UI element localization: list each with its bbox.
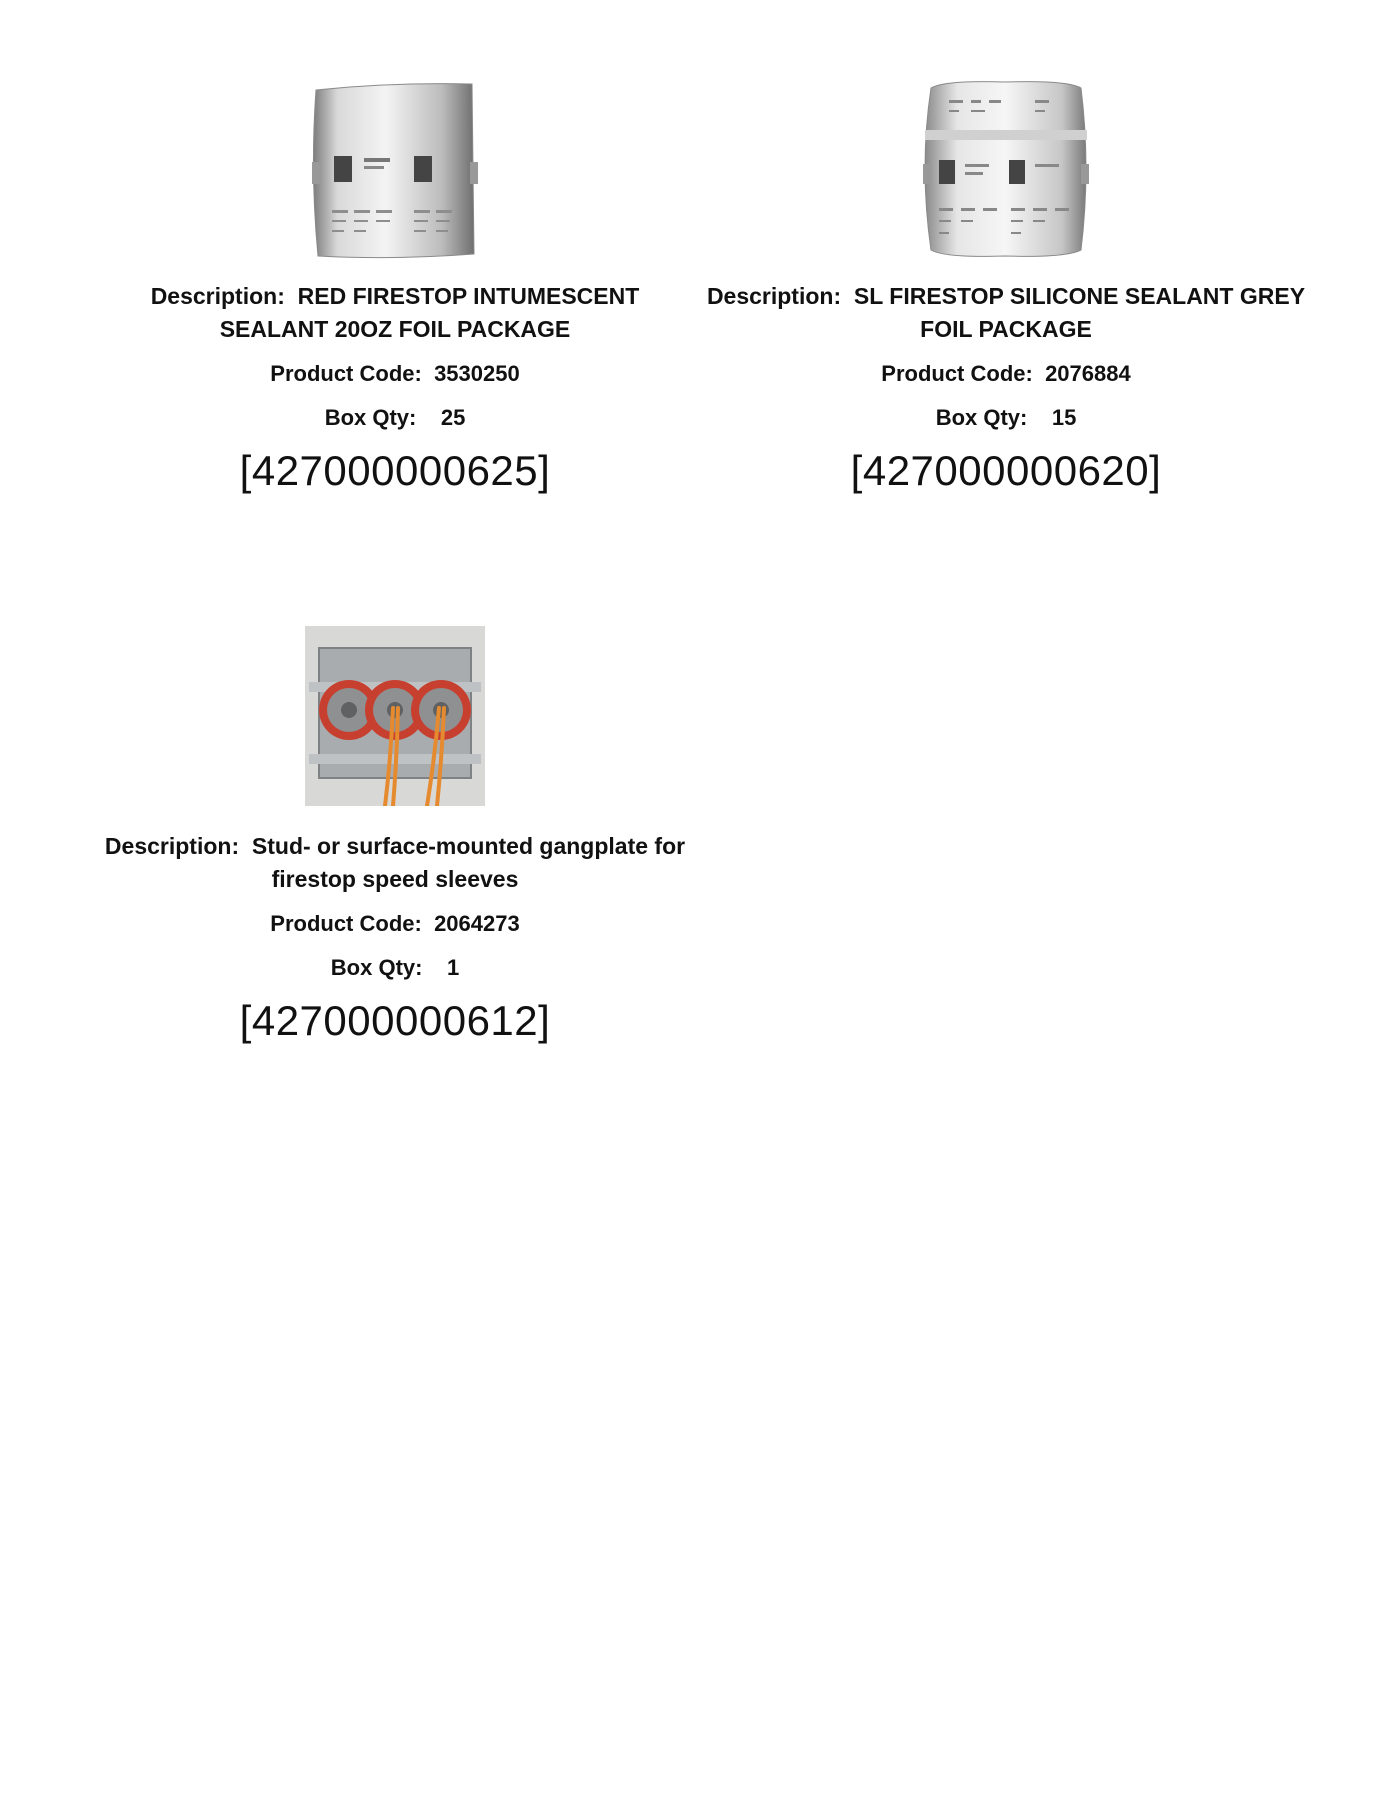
barcode-number: [427000000625]	[239, 447, 551, 494]
product-code-line	[95, 360, 695, 388]
product-card	[95, 78, 695, 496]
product-code-line	[706, 360, 1306, 388]
product-description	[95, 830, 695, 896]
description-value: SL FIRESTOP SILICONE SEALANT GREY FOIL PACKAGE	[853, 283, 1306, 342]
box-qty-line	[95, 404, 695, 432]
description-label: Description:	[706, 283, 842, 309]
box-qty-label: Box Qty:	[330, 955, 423, 980]
product-code-line	[95, 910, 695, 938]
box-qty-value: 15	[1051, 405, 1077, 430]
gangplate-image	[305, 626, 485, 806]
foil-package-image	[304, 78, 486, 260]
product-code-value: 3530250	[434, 361, 520, 386]
product-card	[706, 78, 1306, 496]
description-label: Description:	[104, 833, 240, 859]
product-code-label: Product Code:	[881, 361, 1033, 386]
product-description	[706, 280, 1306, 346]
box-qty-line	[95, 954, 695, 982]
box-qty-value: 1	[446, 955, 460, 980]
product-code-value: 2076884	[1045, 361, 1131, 386]
product-description	[95, 280, 695, 346]
foil-package-image	[915, 78, 1097, 260]
product-code-value: 2064273	[434, 911, 520, 936]
barcode-number: [427000000612]	[239, 997, 551, 1044]
product-card	[95, 626, 695, 1046]
description-label: Description:	[150, 283, 285, 309]
product-code-label: Product Code:	[270, 361, 422, 386]
description-value: RED FIRESTOP INTUMESCENT SEALANT 20OZ FOIL PACKAGE	[219, 283, 640, 342]
barcode-number: [427000000620]	[850, 447, 1162, 494]
box-qty-value: 25	[440, 405, 466, 430]
description-value: Stud- or surface-mounted gangplate for firestop speed sleeves	[251, 833, 686, 892]
box-qty-line	[706, 404, 1306, 432]
box-qty-label: Box Qty:	[324, 405, 417, 430]
product-code-label: Product Code:	[270, 911, 422, 936]
box-qty-label: Box Qty:	[935, 405, 1028, 430]
